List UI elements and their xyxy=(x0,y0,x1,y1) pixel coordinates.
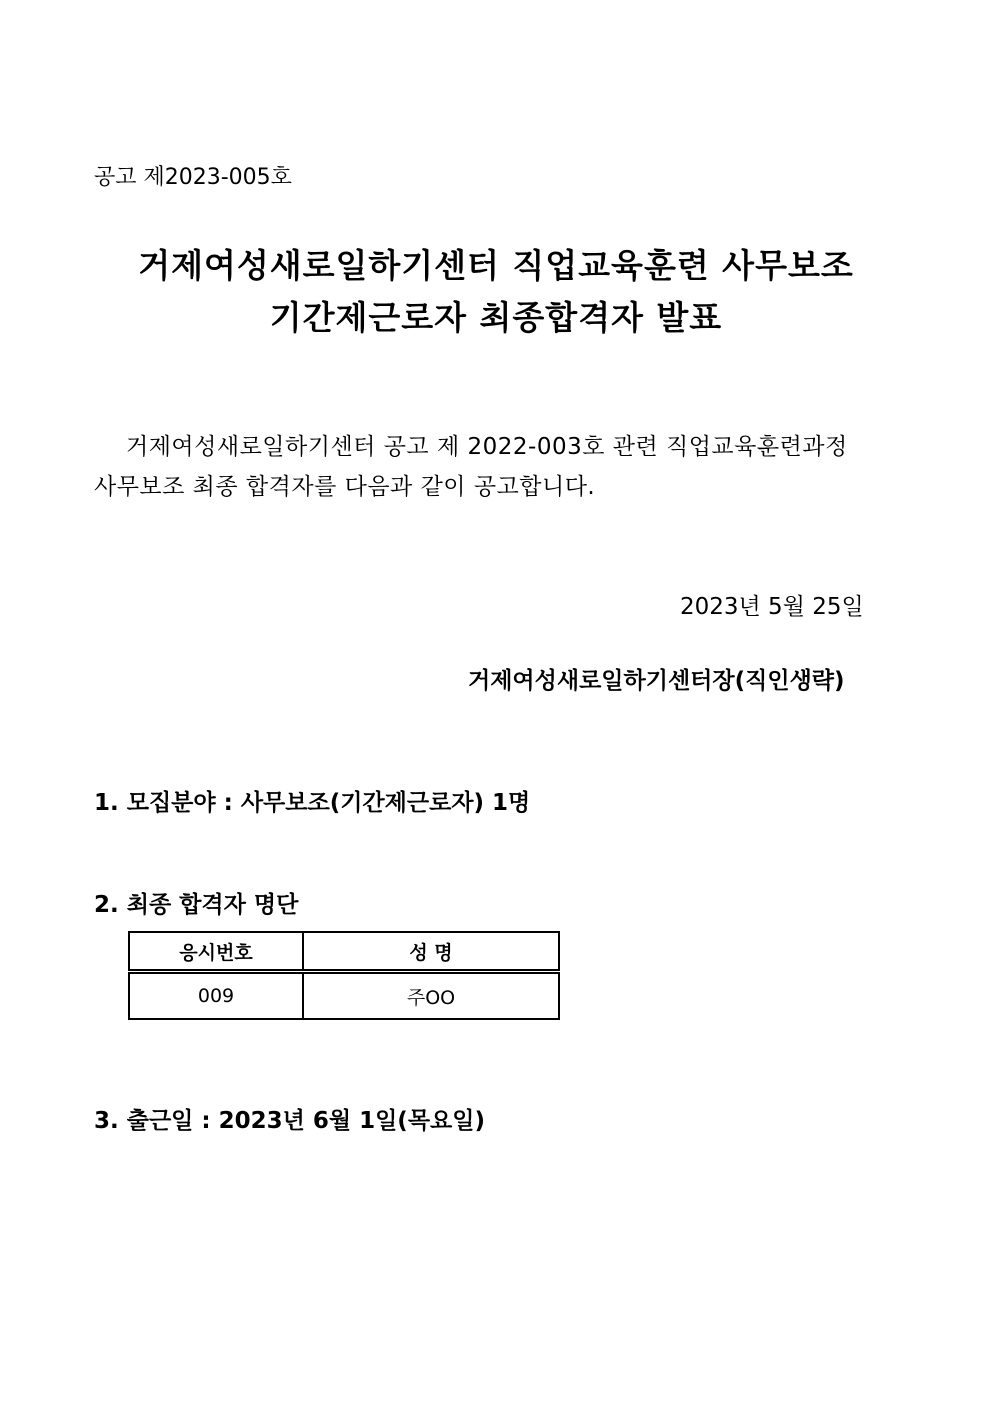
final-candidates-table xyxy=(128,931,560,1020)
table-header-row xyxy=(129,932,559,972)
organization-signature: 거제여성새로일하기센터장(직인생략) xyxy=(468,668,845,694)
cell-name: 주OO xyxy=(303,972,559,1020)
section-recruitment: 1. 모집분야 : 사무보조(기간제근로자) 1명 xyxy=(94,790,531,816)
table-row xyxy=(129,972,559,1020)
section-final-list-heading: 2. 최종 합격자 명단 xyxy=(94,892,299,918)
announcement-date: 2023년 5월 25일 xyxy=(680,594,864,620)
body-paragraph-line-2: 사무보조 최종 합격자를 다음과 같이 공고합니다. xyxy=(94,474,596,500)
cell-applicant-number: 009 xyxy=(129,972,303,1020)
title-line-1: 거제여성새로일하기센터 직업교육훈련 사무보조 xyxy=(138,246,854,285)
notice-number: 공고 제2023-005호 xyxy=(94,165,292,190)
header-applicant-number: 응시번호 xyxy=(129,932,303,972)
header-name: 성 명 xyxy=(303,932,559,972)
title-line-2: 기간제근로자 최종합격자 발표 xyxy=(269,298,723,337)
body-paragraph-line-1: 거제여성새로일하기센터 공고 제 2022-003호 관련 직업교육훈련과정 xyxy=(126,434,848,460)
section-start-date: 3. 출근일 : 2023년 6월 1일(목요일) xyxy=(94,1108,485,1134)
